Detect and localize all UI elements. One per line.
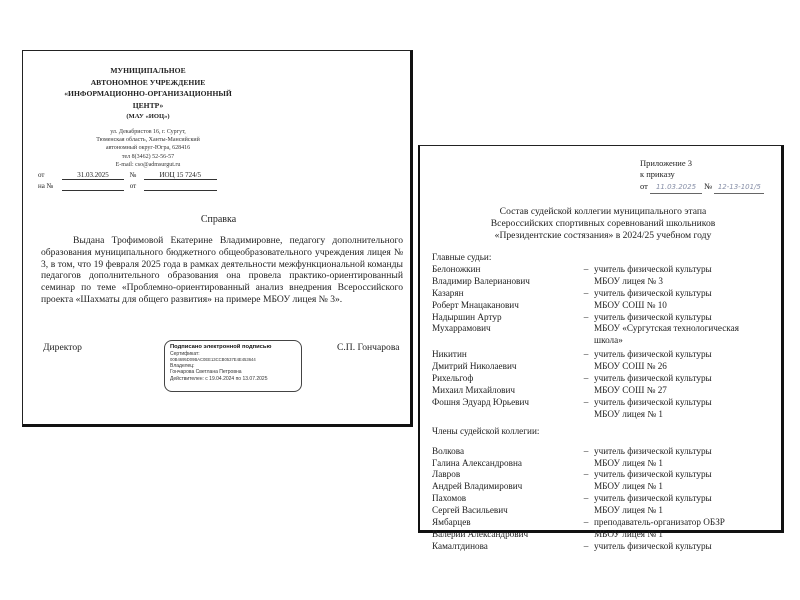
ref-label: на №	[38, 182, 54, 190]
title-line: Состав судейской коллегии муниципального этапа	[499, 206, 707, 217]
name-line: Сергей Васильевич	[432, 505, 508, 516]
address-line: Тюменская область, Ханты-Мансийский	[96, 137, 200, 144]
organization-header	[63, 65, 233, 123]
name-line: Никитин	[432, 349, 467, 360]
registration-row	[38, 171, 217, 180]
name-line: Валерий Александрович	[432, 528, 529, 539]
name-line: Пахомов	[432, 493, 467, 504]
role-line: МБОУ лицея № 1	[594, 457, 663, 468]
role-line: МБОУ СОШ № 26	[594, 361, 667, 372]
name-line: Дмитрий Николаевич	[432, 361, 517, 372]
judge-name	[432, 469, 578, 493]
role-line: МБОУ лицея № 1	[594, 505, 663, 516]
role-line: учитель физической культуры	[594, 493, 712, 504]
to-order-label: к приказу	[640, 169, 675, 180]
name-line: Камалтдинова	[432, 540, 488, 551]
order-date: 11.03.2025	[650, 182, 702, 194]
name-line: Ямбарцев	[432, 517, 471, 528]
role-line: МБОУ «Сургутская технологическая	[594, 323, 739, 334]
role-line: учитель физической культуры	[594, 540, 712, 551]
name-line: Андрей Владимирович	[432, 481, 523, 492]
name-line: Лавров	[432, 469, 461, 480]
role-line: учитель физической культуры	[594, 469, 712, 480]
dash: –	[583, 287, 589, 298]
stamp-cert-label: Сертификат:	[170, 350, 200, 357]
judge-role	[594, 312, 782, 348]
judge-name	[432, 312, 578, 348]
order-number: 12-13-101/5	[714, 182, 764, 194]
judge-role	[594, 493, 782, 517]
address-line: ул. Декабристов 16, г. Сургут,	[110, 129, 186, 135]
judge-name	[432, 517, 578, 541]
judge-name	[432, 397, 578, 421]
judge-name	[432, 288, 578, 312]
judge-entry	[432, 517, 782, 541]
judge-role	[594, 288, 782, 312]
role-line: учитель физической культуры	[594, 396, 712, 407]
number-label: №	[704, 180, 713, 191]
organization-address	[63, 128, 233, 169]
role-line: учитель физической культуры	[594, 445, 712, 456]
chief-judges-heading: Главные судьи:	[432, 252, 492, 262]
dash: –	[583, 396, 589, 407]
from-label: от	[640, 180, 648, 191]
dash: –	[583, 517, 589, 528]
name-line: Волкова	[432, 445, 465, 456]
judge-role	[594, 469, 782, 493]
role-line: школа»	[594, 335, 623, 346]
stamp-owner-label: Владелец:	[170, 362, 195, 369]
dash: –	[583, 445, 589, 456]
name-line: Казарян	[432, 287, 464, 298]
doc-number: ИОЦ 15 724/5	[144, 171, 217, 180]
role-line: МБОУ лицея № 1	[594, 408, 663, 419]
role-line: учитель физической культуры	[594, 287, 712, 298]
electronic-signature-stamp	[164, 340, 302, 392]
judge-entry	[432, 312, 782, 348]
chief-judges	[432, 264, 782, 421]
name-line: Михаил Михайлович	[432, 384, 516, 395]
judge-entry	[432, 541, 782, 553]
judge-name	[432, 446, 578, 470]
judge-entry	[432, 446, 782, 470]
role-line: МБОУ СОШ № 10	[594, 299, 667, 310]
org-line: ЦЕНТР»	[132, 100, 164, 110]
number-label: №	[129, 171, 137, 179]
dash: –	[583, 349, 589, 360]
signer-position: Директор	[43, 342, 82, 353]
judge-entry	[432, 397, 782, 421]
judge-name	[432, 264, 578, 288]
judge-name	[432, 349, 578, 373]
stamp-validity: Действителен: с 19.04.2024 по 13.07.2025	[170, 375, 268, 382]
judge-role	[594, 446, 782, 470]
doc-date: 31.03.2025	[62, 171, 124, 180]
role-line: учитель физической культуры	[594, 349, 712, 360]
name-line: Роберт Мнацаканович	[432, 299, 519, 310]
address-line: автономный округ-Югра, 628416	[105, 145, 191, 152]
org-line: МУНИЦИПАЛЬНОЕ	[110, 66, 186, 75]
members-heading: Члены судейской коллегии:	[432, 425, 540, 436]
signer-name: С.П. Гончарова	[337, 342, 400, 353]
dash: –	[583, 311, 589, 322]
stamp-owner: Гончарова Светлана Петровна	[170, 369, 242, 376]
judge-role	[594, 517, 782, 541]
role-line: учитель физической культуры	[594, 373, 712, 384]
judge-role	[594, 541, 782, 553]
role-line: преподаватель-организатор ОБЗР	[594, 517, 725, 528]
name-line: Мухаррамович	[432, 323, 491, 334]
document-body: Выдана Трофимовой Екатерине Владимировне, педагогу дополнительного образования муниципального бюджетного общеобразовательного учреждения лицея № 3, в том, что 19 февраля 2025 года в рамках деятельности межфункциональной команды педагогов дополнительного образования она провела практико-ориентированный семинар по теме «Проблемно-ориентированный анализ внедрения Всероссийского проекта «Шахматы для общего развития» на примере МБОУ лицея № 3».	[41, 235, 403, 305]
name-line: Фошня Эдуард Юрьевич	[432, 396, 530, 407]
name-line: Рихельгоф	[432, 373, 474, 384]
name-line: Белоножкин	[432, 263, 481, 274]
role-line: МБОУ лицея № 1	[594, 481, 663, 492]
judge-entry	[432, 288, 782, 312]
stamp-heading: Подписано электронной подписью	[170, 344, 272, 350]
judge-name	[432, 493, 578, 517]
name-line: Владимир Валерианович	[432, 275, 530, 286]
dash: –	[583, 373, 589, 384]
judge-role	[594, 349, 782, 373]
annex-label: Приложение 3	[640, 158, 692, 168]
address-line: E-mail: cso@admsurgut.ru	[115, 161, 181, 168]
judges-list	[432, 252, 782, 553]
judge-entry	[432, 493, 782, 517]
title-line: «Президентские состязания» в 2024/25 учебном году	[494, 230, 712, 241]
org-line: (МАУ «ИОЦ»)	[126, 113, 170, 121]
judge-role	[594, 397, 782, 421]
annex-header	[640, 158, 764, 194]
list-title	[420, 206, 786, 242]
org-line: АВТОНОМНОЕ УЧРЕЖДЕНИЕ	[90, 77, 206, 87]
judge-name	[432, 541, 578, 553]
dash: –	[583, 263, 589, 274]
judge-role	[594, 373, 782, 397]
judge-entry	[432, 349, 782, 373]
ref-from-label: от	[129, 182, 137, 190]
role-line: учитель физической культуры	[594, 311, 712, 322]
dash: –	[583, 469, 589, 480]
members	[432, 446, 782, 553]
from-label: от	[38, 171, 45, 179]
org-line: «ИНФОРМАЦИОННО-ОРГАНИЗАЦИОННЫЙ	[64, 89, 232, 99]
name-line: Галина Александровна	[432, 457, 522, 468]
role-line: МБОУ лицея № 3	[594, 275, 663, 286]
document-title: Справка	[200, 214, 237, 225]
order-annex-page	[418, 145, 784, 551]
reference-row	[38, 182, 217, 191]
address-line: тел 8(3462) 52-56-57	[121, 153, 175, 160]
judge-name	[432, 373, 578, 397]
role-line: МБОУ СОШ № 27	[594, 384, 667, 395]
judge-entry	[432, 373, 782, 397]
judge-entry	[432, 469, 782, 493]
role-line: МБОУ лицея № 1	[594, 528, 663, 539]
certificate-page	[22, 50, 413, 427]
role-line: учитель физической культуры	[594, 263, 712, 274]
name-line: Надыршин Артур	[432, 311, 502, 322]
stamp-cert: 00B4695D09BAC0EE13CCB0537E4E453644	[170, 357, 256, 363]
title-line: Всероссийских спортивных соревнований школьников	[490, 218, 716, 229]
dash: –	[583, 493, 589, 504]
judge-entry	[432, 264, 782, 288]
dash: –	[583, 540, 589, 551]
judge-role	[594, 264, 782, 288]
